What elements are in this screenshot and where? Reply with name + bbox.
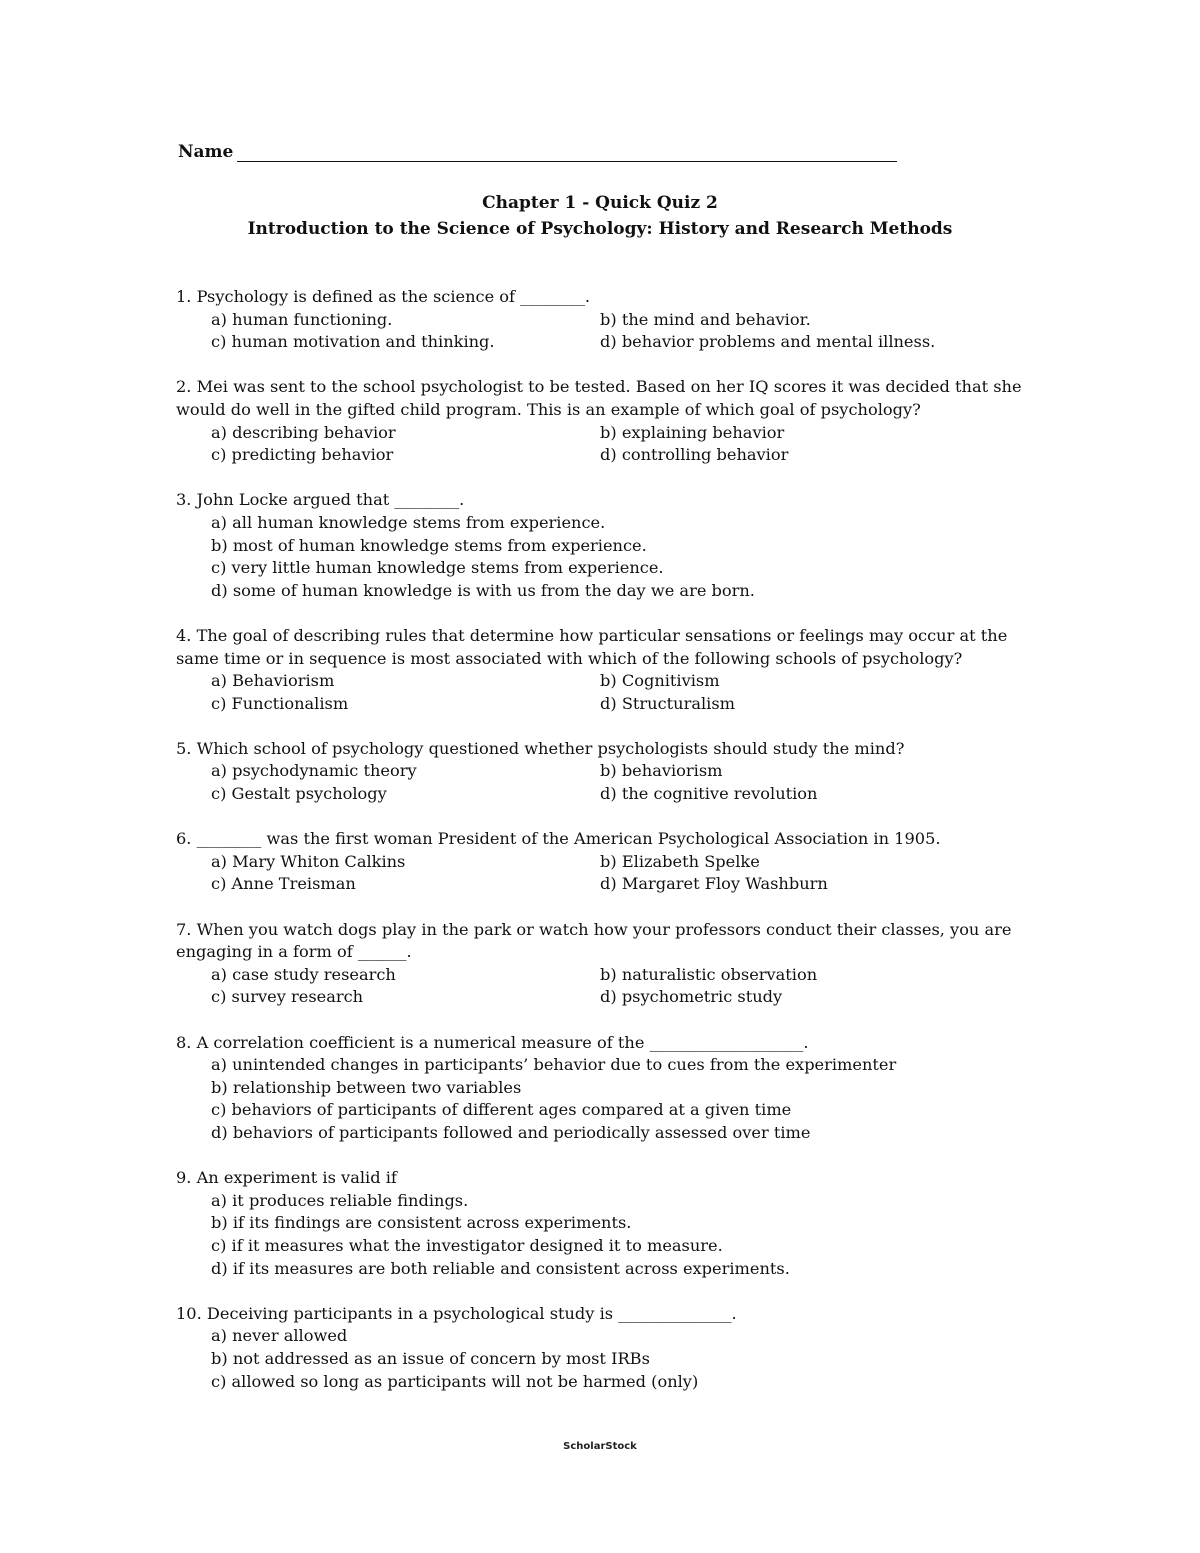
answer-options [176,1190,1036,1280]
name-field-row [178,142,897,162]
question-3 [176,489,1036,602]
answer-option[interactable]: b) relationship between two variables [211,1077,522,1097]
answer-option[interactable]: c) Anne Treisman [211,874,356,894]
question-text: 1. Psychology is defined as the science of ________. [176,287,591,306]
question-text: 2. Mei was sent to the school psychologist to be tested. Based on her IQ scores it was decided that she would do well in the gifted child program. This is an example of which goal of psychology? [176,377,1022,419]
answer-option[interactable]: c) human motivation and thinking. [211,332,495,352]
question-6 [176,828,1036,896]
question-1 [176,286,1036,354]
answer-option[interactable]: b) explaining behavior [600,422,785,442]
question-9 [176,1167,1036,1280]
answer-option[interactable]: a) human functioning. [211,309,393,329]
answer-option[interactable]: a) it produces reliable findings. [211,1190,469,1210]
answer-option[interactable]: d) behavior problems and mental illness. [600,332,936,352]
question-2 [176,376,1036,466]
answer-option[interactable]: d) Structuralism [600,693,735,713]
answer-option[interactable]: b) Elizabeth Spelke [600,851,760,871]
answer-options [176,760,1036,805]
question-text: 5. Which school of psychology questioned whether psychologists should study the mind? [176,738,905,758]
answer-option[interactable]: c) predicting behavior [211,445,394,465]
answer-option[interactable]: d) controlling behavior [600,445,789,465]
answer-option[interactable]: a) Mary Whiton Calkins [211,851,406,871]
question-text: 10. Deceiving participants in a psychological study is ______________. [176,1303,737,1323]
answer-option[interactable]: b) naturalistic observation [600,964,818,984]
answer-option[interactable]: d) the cognitive revolution [600,784,818,804]
answer-option[interactable]: c) behaviors of participants of different ages compared at a given time [211,1100,792,1120]
answer-option[interactable]: d) if its measures are both reliable and consistent across experiments. [211,1258,790,1278]
answer-option[interactable]: c) very little human knowledge stems from experience. [211,558,664,578]
answer-option[interactable]: b) if its findings are consistent across experiments. [211,1213,632,1233]
answer-option[interactable]: a) describing behavior [211,422,396,442]
answer-option[interactable]: b) not addressed as an issue of concern by most IRBs [211,1348,650,1368]
question-text: 7. When you watch dogs play in the park or watch how your professors conduct their classes, you are engaging in a form of ______. [176,919,1012,962]
answer-option[interactable]: c) if it measures what the investigator designed it to measure. [211,1235,723,1255]
answer-options [176,1325,1036,1393]
question-text: 6. ________ was the first woman President of the American Psychological Association in 1905. [176,829,941,849]
name-blank-line[interactable] [237,143,897,162]
answer-option[interactable]: b) most of human knowledge stems from experience. [211,535,647,555]
name-label: Name [178,142,234,162]
footer-watermark: ScholarStock [563,1441,637,1452]
answer-option[interactable]: d) behaviors of participants followed and periodically assessed over time [211,1122,811,1142]
quiz-subtitle: Introduction to the Science of Psychology: History and Research Methods [247,219,953,239]
answer-option[interactable]: d) some of human knowledge is with us from the day we are born. [211,580,755,600]
question-10 [176,1303,1036,1393]
answer-options [176,309,1036,354]
quiz-title: Chapter 1 - Quick Quiz 2 [482,193,718,213]
answer-option[interactable]: c) survey research [211,987,364,1007]
question-8 [176,1032,1036,1145]
answer-options [176,851,1036,896]
question-text: 4. The goal of describing rules that determine how particular sensations or feelings may occur at the same time or in sequence is most associated with which of the following schools of psychology? [176,625,1008,668]
answer-option[interactable]: a) psychodynamic theory [211,761,417,781]
answer-option[interactable]: a) unintended changes in participants’ behavior due to cues from the experimenter [211,1055,897,1075]
question-5 [176,738,1036,806]
answer-option[interactable]: a) all human knowledge stems from experience. [211,512,606,532]
answer-options [176,670,1036,715]
answer-option[interactable]: c) Gestalt psychology [211,784,387,804]
answer-option[interactable]: b) the mind and behavior. [600,309,811,329]
answer-options [176,422,1036,467]
answer-option[interactable]: c) Functionalism [211,693,349,713]
question-7 [176,919,1036,1009]
answer-option[interactable]: b) behaviorism [600,761,723,781]
question-text: 3. John Locke argued that ________. [176,490,465,510]
answer-option[interactable]: c) allowed so long as participants will not be harmed (only) [211,1371,699,1391]
answer-options [176,1054,1036,1144]
answer-option[interactable]: a) case study research [211,964,396,984]
answer-option[interactable]: b) Cognitivism [600,671,720,691]
question-text: 9. An experiment is valid if [176,1168,397,1188]
question-list [176,286,1036,1416]
question-text: 8. A correlation coefficient is a numerical measure of the ___________________. [176,1032,809,1052]
answer-option[interactable]: d) psychometric study [600,987,783,1007]
answer-option[interactable]: a) Behaviorism [211,671,335,691]
answer-option[interactable]: a) never allowed [211,1326,348,1346]
question-4 [176,625,1036,715]
answer-options [176,964,1036,1009]
answer-options [176,512,1036,602]
answer-option[interactable]: d) Margaret Floy Washburn [600,874,828,894]
